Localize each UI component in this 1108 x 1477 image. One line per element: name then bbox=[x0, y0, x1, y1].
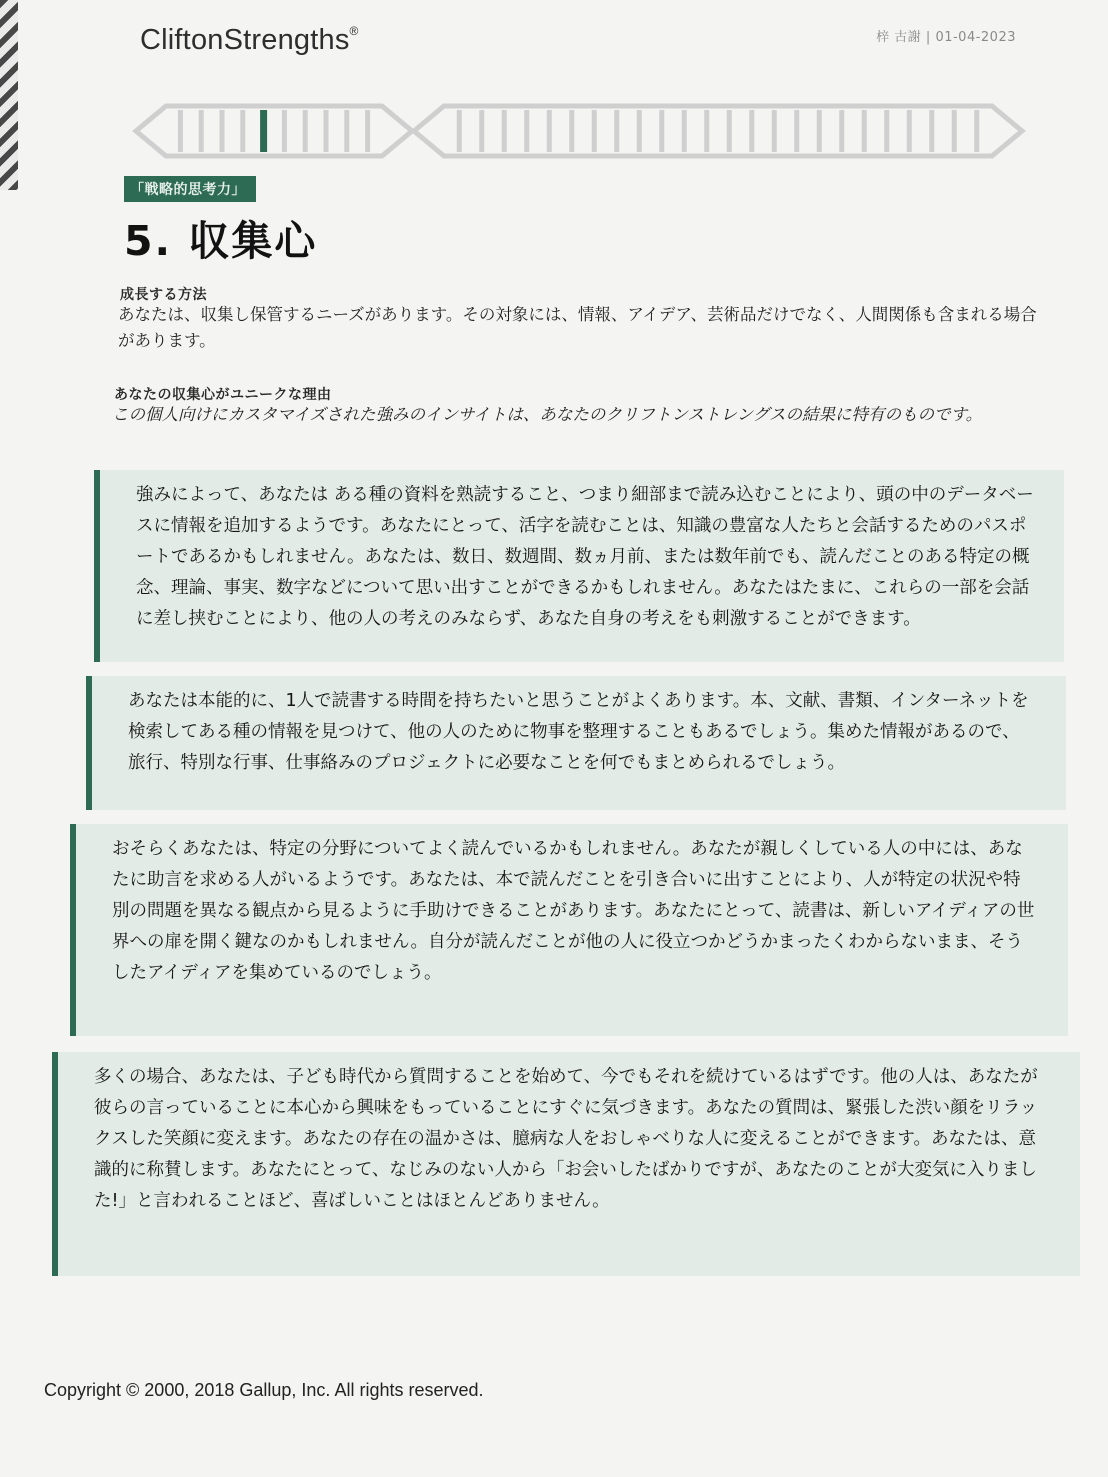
unique-label: あなたの収集心がユニークな理由 bbox=[114, 387, 332, 403]
insight-block-2: あなたは本能的に、1人で読書する時間を持ちたいと思うことがよくあります。本、文献、書類、インターネットを検索してある種の情報を見つけて、他の人のために物事を整理することもあるでしょう。集めた情報があるので、旅行、特別な行事、仕事絡みのプロジェクトに必要なことを何でもまとめられるでしょう。 bbox=[86, 676, 1066, 810]
report-date: 01-04-2023 bbox=[935, 30, 1016, 45]
user-name: 梓 古謝 bbox=[876, 30, 922, 45]
grow-text: あなたは、収集し保管するニーズがあります。その対象には、情報、アイデア、芸術品だけでなく、人間関係も含まれる場合があります。 bbox=[118, 305, 1037, 350]
theme-rank-bar bbox=[130, 98, 1028, 168]
theme-title bbox=[124, 208, 317, 267]
insight-block-4: 多くの場合、あなたは、子ども時代から質問することを始めて、今でもそれを続けているはずです。他の人は、あなたが彼らの言っていることに本心から興味をもっていることにすぐに気づきます。あなたの質問は、緊張した渋い顔をリラックスした笑顔に変えます。あなたの存在の温かさは、臆病な人をおしゃべりな人に変えることができます。あなたは、意識的に称賛します。あなたにとって、なじみのない人から「お会いしたばかりですが、あなたのことが大変気に入りました!」と言われることほど、喜ばしいことはほとんどありません。 bbox=[52, 1052, 1080, 1276]
insight-block-3: おそらくあなたは、特定の分野についてよく読んでいるかもしれません。あなたが親しくしている人の中には、あなたに助言を求める人がいるようです。あなたは、本で読んだことを引き合いに出すことにより、人が特定の状況や特別の問題を異なる観点から見るように手助けできることがあります。あなたにとって、読書は、新しいアイディアの世界への扉を開く鍵なのかもしれません。自分が読んだことが他の人に役立つかどうかまったくわからないまま、そうしたアイディアを集めているのでしょう。 bbox=[70, 824, 1068, 1036]
unique-text: この個人向けにカスタマイズされた強みのインサイトは、あなたのクリフトンストレングスの結果に特有のものです。 bbox=[112, 405, 983, 424]
copyright-notice: Copyright © 2000, 2018 Gallup, Inc. All rights reserved. bbox=[44, 1380, 484, 1400]
registered-mark: ® bbox=[349, 24, 359, 38]
insight-block-1: 強みによって、あなたは ある種の資料を熟読すること、つまり細部まで読み込むことにより、頭の中のデータベースに情報を追加するようです。あなたにとって、活字を読むことは、知識の豊富な人たちと会話するためのパスポートであるかもしれません。あなたは、数日、数週間、数ヵ月前、または数年前でも、読んだことのある特定の概念、理論、事実、数字などについて思い出すことができるかもしれません。あなたはたまに、これらの一部を会話に差し挟むことにより、他の人の考えのみならず、あなた自身の考えをも刺激することができます。 bbox=[94, 470, 1064, 662]
report-meta bbox=[876, 26, 1016, 45]
top10-outline bbox=[136, 106, 412, 156]
meta-separator: | bbox=[925, 30, 936, 45]
rank-bar-top10 bbox=[136, 106, 412, 156]
brand-logo bbox=[140, 24, 359, 57]
domain-tag: 「戦略的思考力」 bbox=[124, 176, 256, 202]
theme-name: 収集心 bbox=[188, 217, 318, 265]
brand-name: CliftonStrengths bbox=[140, 24, 350, 56]
rank-bar-others bbox=[414, 106, 1022, 156]
theme-number: 5. bbox=[124, 217, 173, 265]
grow-label: 成長する方法 bbox=[120, 287, 207, 303]
